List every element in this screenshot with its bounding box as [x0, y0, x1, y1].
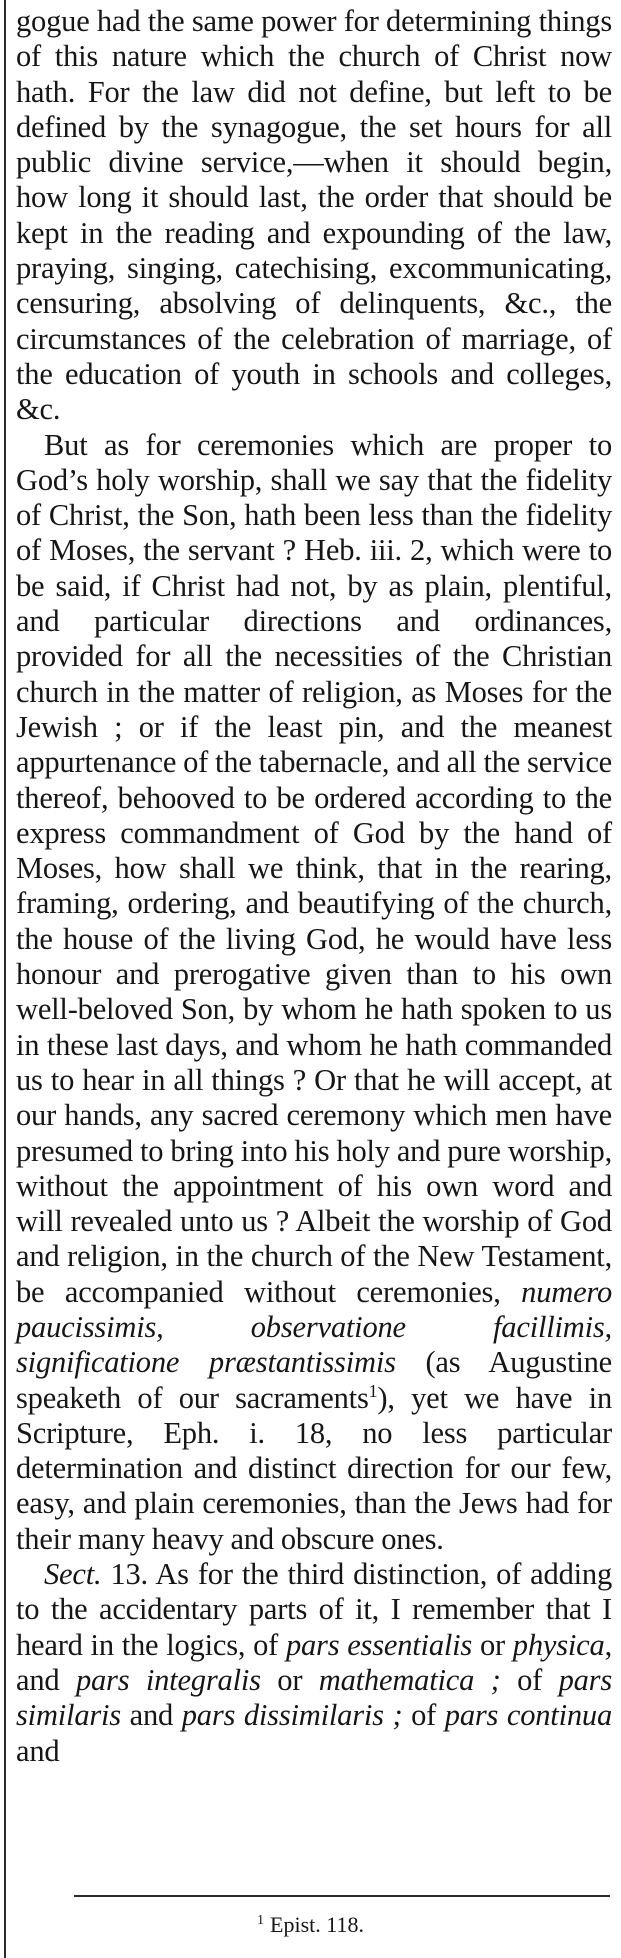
section-label: Sect. — [44, 1557, 102, 1592]
paragraph-2-text-1: But as for ceremonies which are proper to God’s holy worship, shall we say that the fidelity of Christ, the Son, hath been less than the fidelity of Moses, the servant ? Heb. iii. 2, which were to be said, if Christ had not, by as plain, plentiful, and particular directions and ordinances, provided for all the necessities of the Christian church in the matter of religion, as Moses for the Jewish ; or if the least pin, and the meanest appurtenance of the tabernacle, and all the service thereof, behooved to be ordered according to the express commandment of God by the hand of Moses, how shall we think, that in the rearing, framing, ordering, and beautifying of the church, the house of the living God, he would have less honour and prerogative given than to his own well-beloved Son, by whom he hath spoken to us in these last days, and whom he hath commanded us to hear in all things ? Or that he will accept, at our hands, any sacred ceremony which men have presumed to bring into his holy and pure worship, without the appointment of his own word and will revealed unto us ? Albeit the worship of God and religion, in the church of the New Testament, be accompanied without ceremonies, — [16, 427, 612, 1309]
footnote-marker: 1 — [257, 1913, 265, 1928]
term-pars-similaris: pars similaris — [16, 1662, 613, 1733]
term-pars-integralis: pars integralis — [75, 1662, 261, 1697]
paragraph-3-text-6: and — [120, 1698, 182, 1733]
latin-quote: numero paucissimis, observatione facillimis, significatione præstantissimis — [16, 1274, 612, 1380]
paragraph-3 — [16, 1557, 612, 1769]
page-edge-rule — [4, 0, 6, 1958]
paragraph-3-text-1: 13. As for the third distinction, of adding to the accidentary parts of it, I remember that I heard in the logics, of — [16, 1557, 612, 1662]
paragraph-3-text-3: , and — [16, 1627, 612, 1697]
paragraph-3-text-5: of — [500, 1662, 559, 1697]
paragraph-2-text-2: (as Augustine speaketh of our sacraments — [16, 1345, 612, 1415]
term-pars-dissimilaris: pars dissimilaris ; — [181, 1698, 403, 1733]
footnote-text: Epist. 118. — [270, 1912, 364, 1937]
paragraph-2 — [16, 428, 612, 1558]
footnote-divider — [74, 1895, 610, 1897]
footnote-reference: 1 — [368, 1380, 378, 1401]
paragraph-3-text-2: or — [472, 1627, 513, 1662]
footnote — [0, 1912, 621, 1938]
paragraph-1: gogue had the same power for determining things of this nature which the church of Christ now hath. For the law did not define, but left to be defined by the synagogue, the set hours for all public divine service,—when it should begin, how long it should last, the order that should be kept in the reading and expounding of the law, praying, singing, catechising, excommunicating, censuring, absolving of delinquents, &c., the circumstances of the celebration of marriage, of the education of youth in schools and colleges, &c. — [16, 4, 612, 427]
body-text — [16, 4, 612, 1769]
term-physica: physica — [512, 1627, 605, 1662]
term-mathematica: mathematica ; — [318, 1662, 501, 1697]
term-pars-continua: pars continua — [444, 1698, 612, 1733]
paragraph-3-text-7: of — [402, 1698, 445, 1733]
paragraph-3-text-8: and — [16, 1733, 60, 1768]
paragraph-2-text-3: ), yet we have in Scripture, Eph. i. 18, no less particular determination and distinct direction for our few, easy, and plain ceremonies, than the Jews had for their many heavy and obscure ones. — [16, 1380, 612, 1556]
term-pars-essentialis: pars essentialis — [285, 1627, 473, 1662]
paragraph-3-text-4: or — [260, 1662, 319, 1697]
